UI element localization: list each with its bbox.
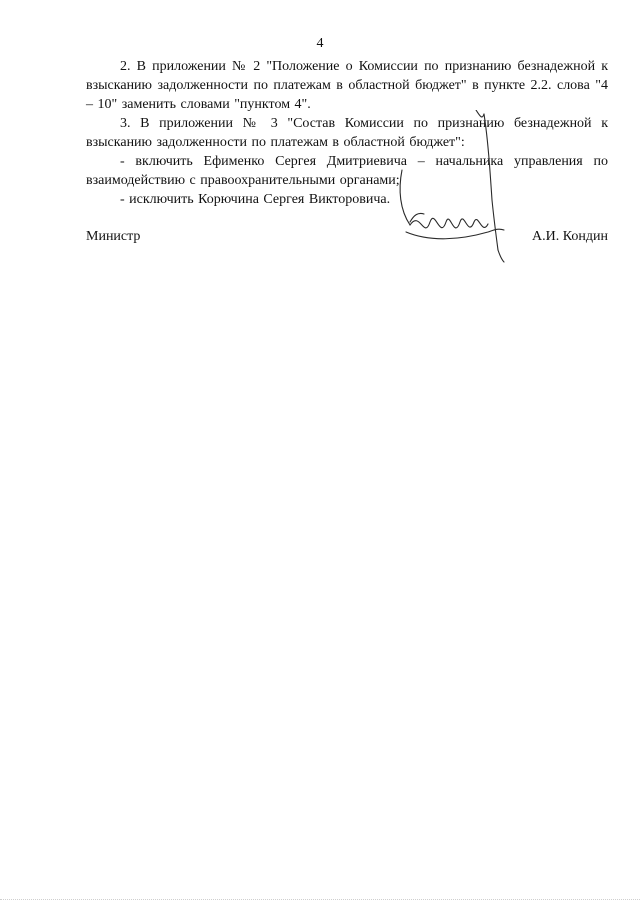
- paragraph-2: 2. В приложении № 2 "Положение о Комиссии по признанию безнадежной к взысканию задолженности по платежам в областной бюджет" в пункте 2.2. слова "4 – 10" заменить словами "пунктом 4".: [86, 59, 608, 112]
- paragraph-3: 3. В приложении № 3 "Состав Комиссии по признанию безнадежной к взысканию задолженности по платежам в областной бюджет":: [86, 116, 608, 150]
- signatory-name: А.И. Кондин: [532, 229, 608, 244]
- paragraph-exclude: - исключить Корючина Сергея Викторовича.: [120, 192, 391, 207]
- signatory-position: Министр: [86, 229, 141, 244]
- page-number: 4: [316, 36, 324, 51]
- paragraph-include: - включить Ефименко Сергея Дмитриевича – начальника управления по взаимодействию с правоохранительными органами;: [86, 154, 608, 188]
- handwritten-signature: [380, 110, 530, 270]
- page-bottom-edge: [0, 899, 640, 900]
